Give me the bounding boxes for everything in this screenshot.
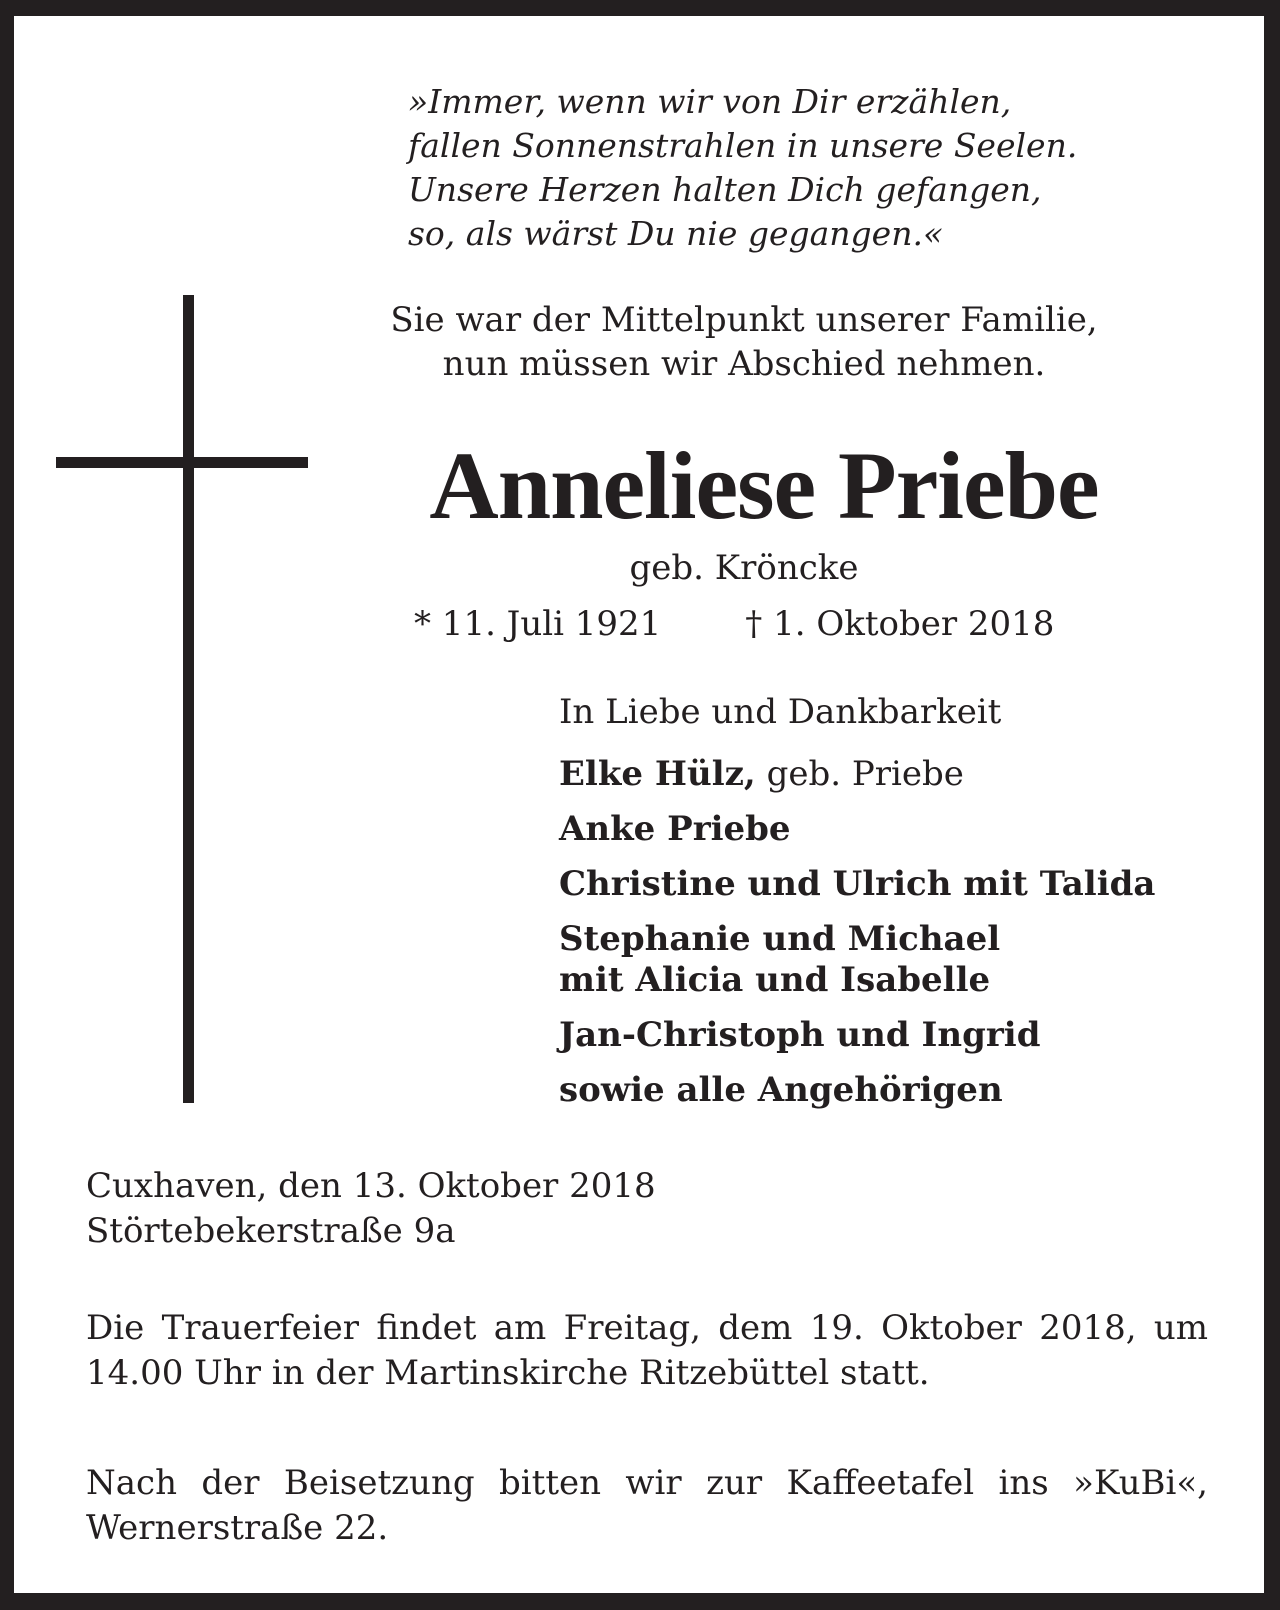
mourner-entry xyxy=(559,809,1155,850)
intro-text xyxy=(344,298,1144,386)
mourner-detail: geb. Priebe xyxy=(755,754,964,794)
birth-name: geb. Kröncke xyxy=(629,548,859,588)
mourner-entry xyxy=(559,919,1155,1001)
mourners-heading: In Liebe und Dankbarkeit xyxy=(559,692,1002,732)
memorial-quote xyxy=(408,80,1077,256)
deceased-name: Anneliese Priebe xyxy=(429,432,1099,539)
reception-notice: Nach der Beisetzung bitten wir zur Kaffeetafel ins »KuBi«, Wernerstraße 22. xyxy=(86,1463,1208,1548)
mourner-entry xyxy=(559,1015,1155,1056)
mourner-name: Christine und Ulrich mit Talida xyxy=(559,864,1156,904)
obituary-notice xyxy=(14,16,1264,1593)
intro-line: nun müssen wir Abschied nehmen. xyxy=(442,344,1046,384)
quote-line: »Immer, wenn wir von Dir erzählen, xyxy=(408,82,1012,121)
funeral-notice: Die Trauerfeier findet am Freitag, dem 19. Oktober 2018, um 14.00 Uhr in der Martinskirche Ritzebüttel statt. xyxy=(86,1308,1208,1393)
quote-line: Unsere Herzen halten Dich gefangen, xyxy=(408,170,1042,209)
mourners-list xyxy=(559,754,1155,1125)
cross-icon-vertical xyxy=(183,295,194,1103)
mourner-entry xyxy=(559,754,1155,795)
cross-icon-horizontal xyxy=(56,457,308,468)
mourner-name: Jan-Christoph und Ingrid xyxy=(559,1015,1041,1055)
mourner-name: Anke Priebe xyxy=(559,809,791,849)
address: Störtebekerstraße 9a xyxy=(86,1211,456,1251)
intro-line: Sie war der Mittelpunkt unserer Familie, xyxy=(390,300,1098,340)
date-line: Cuxhaven, den 13. Oktober 2018 xyxy=(86,1166,656,1206)
place-and-date xyxy=(86,1164,656,1254)
quote-line: so, als wärst Du nie gegangen.« xyxy=(408,214,944,253)
life-dates xyxy=(414,602,1054,646)
mourner-name: Elke Hülz, xyxy=(559,754,756,794)
birth-date: * 11. Juli 1921 xyxy=(414,604,662,644)
mourner-name: Stephanie und Michael xyxy=(559,919,1001,959)
mourner-name: mit Alicia und Isabelle xyxy=(559,960,991,1000)
death-date: † 1. Oktober 2018 xyxy=(745,604,1055,644)
mourner-name: sowie alle Angehörigen xyxy=(559,1070,1003,1110)
mourner-entry xyxy=(559,1070,1155,1111)
quote-line: fallen Sonnenstrahlen in unsere Seelen. xyxy=(408,126,1078,165)
mourner-entry xyxy=(559,864,1155,905)
